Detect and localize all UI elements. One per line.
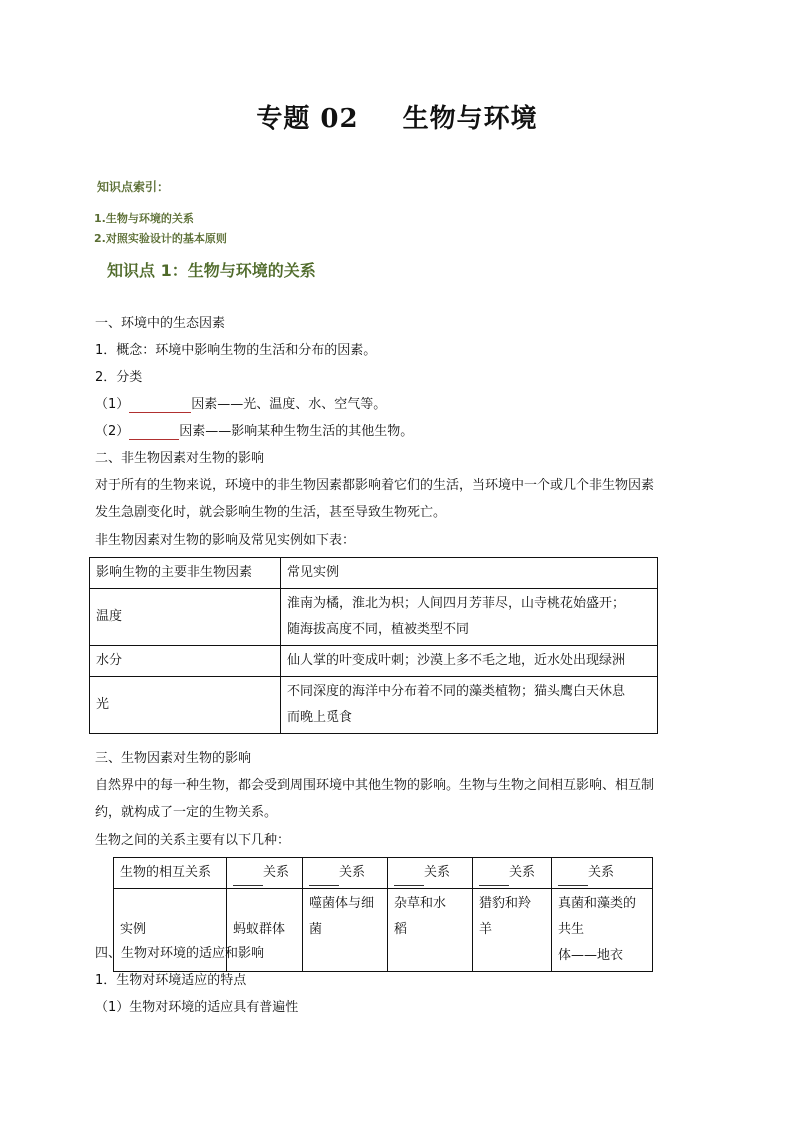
answer-blank[interactable]: [309, 871, 339, 886]
title-topic-number: 专题 02: [256, 104, 359, 134]
section-heading: 三、生物因素对生物的影响: [95, 751, 252, 766]
answer-blank[interactable]: [558, 871, 588, 886]
fill-in-line: [95, 424, 413, 440]
paragraph: 1．生物对环境适应的特点: [95, 973, 247, 988]
example-cell: 蚂蚁群体: [227, 889, 303, 972]
page-title: [0, 98, 794, 135]
section-heading: 二、非生物因素对生物的影响: [95, 451, 265, 466]
item-text: 因素——光、温度、水、空气等。: [191, 397, 387, 412]
answer-blank[interactable]: [233, 871, 263, 886]
relation-cell: 关系: [227, 858, 303, 889]
table-row-label: 实例: [114, 889, 227, 972]
table-header-cell: 影响生物的主要非生物因素: [90, 558, 281, 589]
answer-blank[interactable]: [394, 871, 424, 886]
item-number: （2）: [95, 424, 130, 439]
paragraph: 发生急剧变化时，就会影响生物的生活，甚至导致生物死亡。: [95, 505, 447, 520]
item-number: （1）: [95, 397, 130, 412]
paragraph: 生物之间的关系主要有以下几种：: [95, 833, 291, 848]
table-header-row: [90, 558, 658, 589]
relation-cell: 关系: [303, 858, 388, 889]
table-header-cell: 生物的相互关系: [114, 858, 227, 889]
paragraph: 2．分类: [95, 370, 143, 385]
paragraph: 对于所有的生物来说，环境中的非生物因素都影响着它们的生活，当环境中一个或几个非生物因素: [95, 478, 655, 493]
fill-in-line: [95, 397, 386, 413]
example-cell: 淮南为橘，淮北为枳；人间四月芳菲尽，山寺桃花始盛开； 随海拔高度不同，植被类型不同: [281, 589, 658, 646]
example-cell: 仙人掌的叶变成叶刺；沙漠上多不毛之地，近水处出现绿洲: [281, 646, 658, 677]
relation-cell: 关系: [552, 858, 653, 889]
example-cell: 猎豹和羚 羊: [473, 889, 552, 972]
table-header-row: [114, 858, 653, 889]
paragraph: 非生物因素对生物的影响及常见实例如下表：: [95, 533, 356, 548]
section-heading: 四、生物对环境的适应和影响: [95, 946, 265, 961]
index-item: 1.生物与环境的关系: [94, 212, 194, 225]
index-heading: 知识点索引：: [97, 180, 170, 194]
paragraph: 自然界中的每一种生物，都会受到周围环境中其他生物的影响。生物与生物之间相互影响、相互制: [95, 778, 655, 793]
example-cell: 噬菌体与细 菌: [303, 889, 388, 972]
section-heading: 一、环境中的生态因素: [95, 316, 226, 331]
factor-cell: 水分: [90, 646, 281, 677]
factor-cell: 光: [90, 677, 281, 734]
index-item: 2.对照实验设计的基本原则: [94, 232, 227, 245]
example-cell: 真菌和藻类的共生 体——地衣: [552, 889, 653, 972]
table-row: [90, 646, 658, 677]
table-row: [90, 589, 658, 646]
relation-cell: 关系: [473, 858, 552, 889]
table-row: [90, 677, 658, 734]
paragraph: 1．概念：环境中影响生物的生活和分布的因素。: [95, 343, 377, 358]
abiotic-factor-table: [89, 557, 658, 734]
relation-cell: 关系: [388, 858, 473, 889]
example-cell: 杂草和水 稻: [388, 889, 473, 972]
item-text: 因素——影响某种生物生活的其他生物。: [179, 424, 414, 439]
paragraph: （1）生物对环境的适应具有普遍性: [95, 1000, 299, 1015]
knowledge-point-title: 知识点 1：生物与环境的关系: [107, 261, 316, 280]
example-cell: 不同深度的海洋中分布着不同的藻类植物；猫头鹰白天休息 而晚上觅食: [281, 677, 658, 734]
table-header-cell: 常见实例: [281, 558, 658, 589]
factor-cell: 温度: [90, 589, 281, 646]
answer-blank[interactable]: [129, 399, 191, 413]
title-topic-name: 生物与环境: [402, 104, 538, 134]
answer-blank[interactable]: [129, 426, 179, 440]
paragraph: 约，就构成了一定的生物关系。: [95, 805, 278, 820]
answer-blank[interactable]: [479, 871, 509, 886]
